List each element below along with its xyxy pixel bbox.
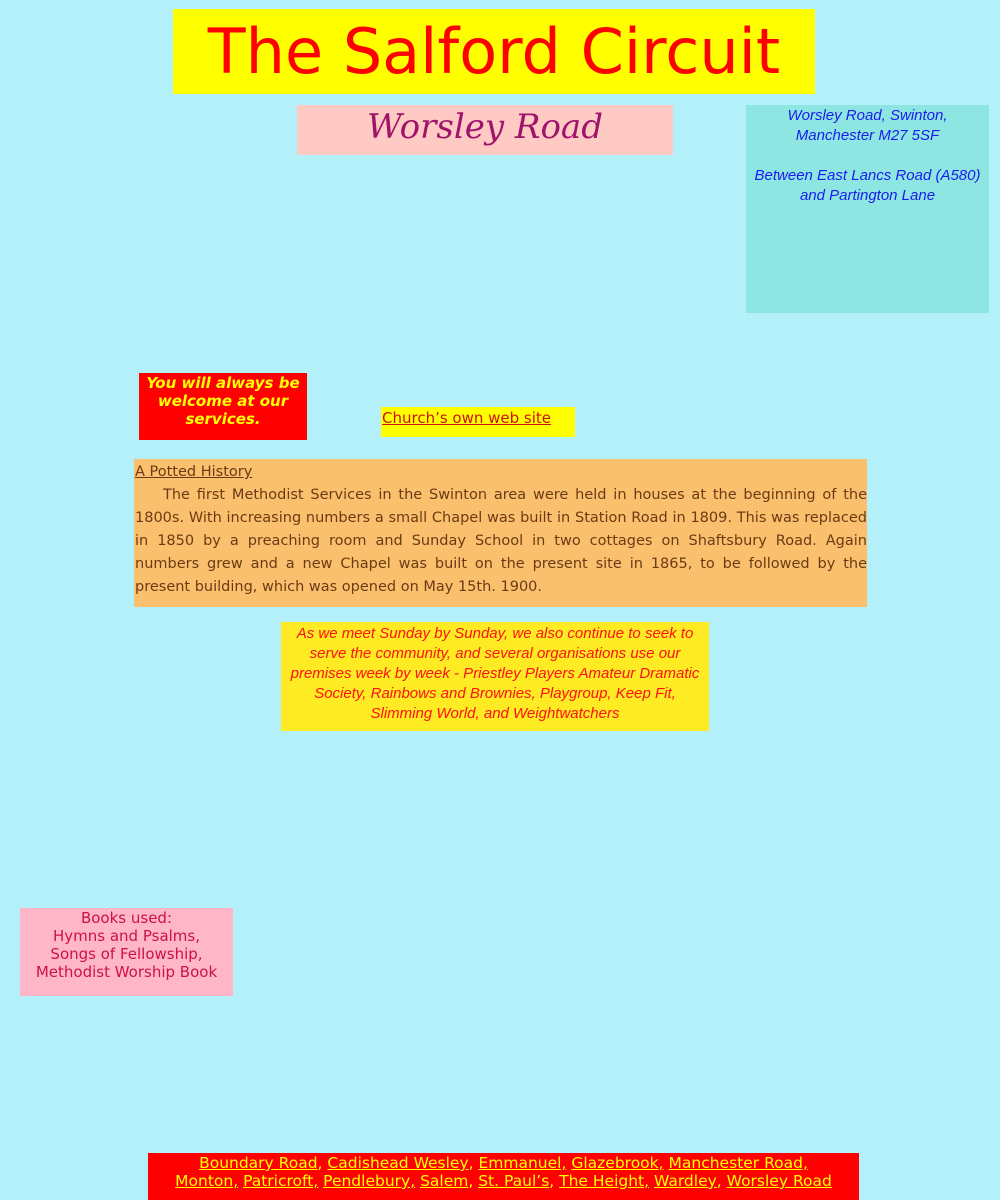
book-item: Methodist Worship Book bbox=[35, 963, 218, 981]
footer-link[interactable]: Wardley bbox=[654, 1172, 717, 1190]
footer-separator: , bbox=[549, 1172, 560, 1190]
book-item: Hymns and Psalms, bbox=[53, 927, 200, 945]
footer-link[interactable]: The Height, bbox=[559, 1172, 650, 1190]
history-section bbox=[134, 459, 867, 607]
books-heading: Books used: bbox=[80, 909, 173, 927]
books-used-box bbox=[20, 908, 233, 996]
footer-link[interactable]: Cadishead Wesley bbox=[327, 1154, 469, 1172]
directions-line: and Partington Lane bbox=[799, 187, 936, 204]
address-box bbox=[746, 105, 989, 313]
footer-separator: , bbox=[716, 1172, 727, 1190]
footer-link[interactable]: Patricroft, bbox=[243, 1172, 319, 1190]
address-line: Manchester M27 5SF bbox=[795, 127, 940, 144]
footer-link[interactable]: Monton, bbox=[175, 1172, 239, 1190]
footer-link[interactable]: Worsley Road bbox=[726, 1172, 832, 1190]
church-website-link[interactable]: Church’s own web site bbox=[382, 409, 552, 427]
footer-link[interactable]: Salem bbox=[420, 1172, 469, 1190]
welcome-message: You will always be welcome at our services. bbox=[139, 373, 307, 440]
page-title: The Salford Circuit bbox=[173, 9, 815, 94]
book-item: Songs of Fellowship, bbox=[50, 945, 203, 963]
history-heading: A Potted History bbox=[135, 464, 253, 480]
church-name-heading: Worsley Road bbox=[297, 105, 673, 155]
address-line: Worsley Road, Swinton, bbox=[787, 107, 948, 124]
web-link-box bbox=[381, 407, 575, 437]
footer-link[interactable]: Glazebrook, bbox=[571, 1154, 664, 1172]
footer-church-links bbox=[148, 1153, 859, 1200]
community-notice: As we meet Sunday by Sunday, we also continue to seek to serve the community, and several organisations use our premises week by week - Priestley Players Amateur Dramatic Society, Rainbows and Brownies, Playgroup, Keep Fit, Slimming World, and Weightwatchers bbox=[281, 622, 709, 731]
footer-link[interactable]: St. Paul’s bbox=[478, 1172, 550, 1190]
directions-line: Between East Lancs Road (A580) bbox=[754, 167, 981, 184]
history-text: The first Methodist Services in the Swinton area were held in houses at the beginning of the 1800s. With increasing numbers a small Chapel was built in Station Road in 1809. This was replaced in 1850 by a preaching room and Sunday School in two cottages on Shaftsbury Road. Again numbers grew and a new Chapel was built on the present site in 1865, to be followed by the present building, which was opened on May 15th. 1900. bbox=[135, 487, 867, 595]
footer-link[interactable]: Boundary Road bbox=[199, 1154, 318, 1172]
footer-separator: , bbox=[317, 1154, 328, 1172]
footer-separator: , bbox=[468, 1172, 479, 1190]
footer-link[interactable]: Pendlebury, bbox=[323, 1172, 416, 1190]
footer-link[interactable]: Emmanuel, bbox=[478, 1154, 567, 1172]
footer-separator: , bbox=[468, 1154, 479, 1172]
footer-link[interactable]: Manchester Road, bbox=[668, 1154, 808, 1172]
